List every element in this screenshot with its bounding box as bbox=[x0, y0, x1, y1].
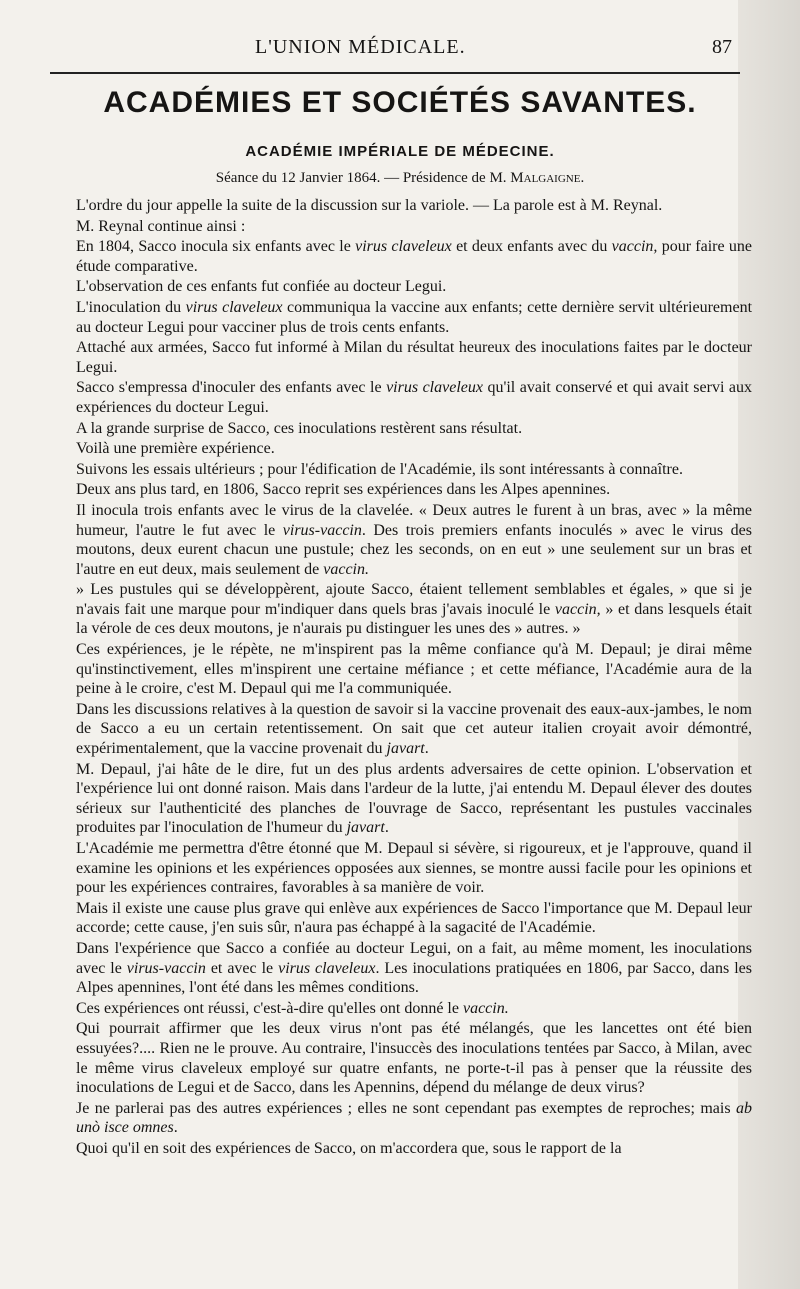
session-line bbox=[0, 170, 800, 187]
session-prefix: Séance du 12 Janvier 1864. — Présidence de M. bbox=[215, 170, 507, 186]
paragraph: L'inoculation du virus claveleux communiqua la vaccine aux enfants; cette dernière servit ultérieurement au docteur Legui pour vacciner plus de trois cents enfants. bbox=[76, 298, 753, 336]
section-title: ACADÉMIES ET SOCIÉTÉS SAVANTES. bbox=[103, 86, 697, 119]
paragraph: » Les pustules qui se développèrent, ajoute Sacco, étaient tellement semblables et égales, » que si je n'avais fait une marque pour m'indiquer dans quels bras j'avais inoculé le vaccin, » et dans lesquels était la vérole de ces deux moutons, je n'aurais pu distinguer les unes des » autres. » bbox=[76, 581, 752, 638]
session-suffix: . bbox=[580, 170, 585, 186]
paragraph: M. Depaul, j'ai hâte de le dire, fut un des plus ardents adversaires de cette opinion. L'observation et l'expérience lui ont donné raison. Mais dans l'ardeur de la lutte, j'ai entendu M. Depaul élever des doutes sérieux sur l'authenticité des planches de l'ouvrage de Sacco, représentant les pustules vaccinales produites par l'inoculation de l'humeur du javart. bbox=[76, 760, 752, 837]
running-header bbox=[0, 32, 800, 72]
paragraph: Mais il existe une cause plus grave qui enlève aux expériences de Sacco l'importance que M. Depaul leur accorde; cette cause, j'en suis sûr, n'aura pas échappé à la sagacité de l'Académie. bbox=[76, 899, 752, 937]
paragraph: Ces expériences ont réussi, c'est-à-dire qu'elles ont donné le vaccin. bbox=[76, 999, 509, 1017]
paragraph: Sacco s'empressa d'inoculer des enfants avec le virus claveleux qu'il avait conservé et qui avait servi aux expériences du docteur Legui. bbox=[76, 379, 753, 416]
paragraph: M. Reynal continue ainsi : bbox=[76, 217, 246, 235]
paragraph: Dans les discussions relatives à la question de savoir si la vaccine provenait des eaux-aux-jambes, le nom de Sacco a eu un certain retentissement. On sait que cet auteur italien croyait avoir démontré, expérimentalement, que la vaccine provenait du javart. bbox=[76, 700, 752, 758]
header-rule bbox=[50, 72, 740, 74]
paragraph: Quoi qu'il en soit des expériences de Sacco, on m'accordera que, sous le rapport de la bbox=[76, 1139, 622, 1157]
paragraph: L'observation de ces enfants fut confiée au docteur Legui. bbox=[76, 278, 447, 296]
paragraph: Dans l'expérience que Sacco a confiée au docteur Legui, on a fait, au même moment, les inoculations avec le virus-vaccin et avec le virus claveleux. Les inoculations pratiquées en 1806, par Sacco, dans les Alpes apennines, l'ont été dans les mêmes conditions. bbox=[76, 939, 752, 997]
academy-subtitle: ACADÉMIE IMPÉRIALE DE MÉDECINE. bbox=[245, 143, 555, 160]
paragraph: L'Académie me permettra d'être étonné que M. Depaul si sévère, si rigoureux, et je l'approuve, quand il examine les opinions et les expériences opposées aux siennes, se montre aussi facile pour les opinions et pour les expériences contraires, favorables à sa manière de voir. bbox=[76, 840, 752, 897]
paragraph: L'ordre du jour appelle la suite de la discussion sur la variole. — La parole est à M. Reynal. bbox=[76, 197, 663, 214]
paragraph: Deux ans plus tard, en 1806, Sacco reprit ses expériences dans les Alpes apennines. bbox=[76, 481, 611, 499]
paragraph: Ces expériences, je le répète, ne m'inspirent pas la même confiance qu'à M. Depaul; je dirai même qu'instinctivement, elles m'inspirent une certaine méfiance ; et cette méfiance, l'Académie aura de la peine à le croire, c'est M. Depaul qui me l'a communiquée. bbox=[76, 641, 752, 698]
paragraph: Qui pourrait affirmer que les deux virus n'ont pas été mélangés, que les lancettes ont été bien essuyées?.... Rien ne le prouve. Au contraire, l'insuccès des inoculations tentées par Sacco, à Milan, avec le même virus claveleux employé sur quatre enfants, ne porte-t-il pas à penser que la réussite des inoculations de Legui et de Sacco, dans les Apennins, dépend du mélange de deux virus? bbox=[76, 1020, 752, 1097]
page-number: 87 bbox=[712, 36, 732, 58]
running-title: L'UNION MÉDICALE. bbox=[255, 36, 466, 58]
article-body bbox=[62, 196, 752, 1159]
paragraph: Voilà une première expérience. bbox=[76, 440, 275, 458]
session-president: Malgaigne bbox=[510, 170, 581, 186]
paragraph: Je ne parlerai pas des autres expériences ; elles ne sont cependant pas exemptes de reproches; mais ab unò isce omnes. bbox=[76, 1099, 752, 1137]
paragraph: Suivons les essais ultérieurs ; pour l'édification de l'Académie, ils sont intéressants à connaître. bbox=[76, 460, 683, 478]
paragraph: En 1804, Sacco inocula six enfants avec le virus claveleux et deux enfants avec du vaccin, pour faire une étude comparative. bbox=[76, 238, 753, 275]
paragraph: Il inocula trois enfants avec le virus de la clavelée. « Deux autres le furent à un bras, avec » la même humeur, l'autre le fut avec le virus-vaccin. Des trois premiers enfants inoculés » avec le virus des moutons, deux eurent chacun une pustule; chez les seconds, on en eut » une seulement sur un bras et l'autre en eut deux, mais seulement de vaccin. bbox=[76, 501, 752, 578]
paragraph: Attaché aux armées, Sacco fut informé à Milan du résultat heureux des inoculations faites par le docteur Legui. bbox=[76, 339, 752, 376]
paragraph: A la grande surprise de Sacco, ces inoculations restèrent sans résultat. bbox=[76, 419, 523, 437]
